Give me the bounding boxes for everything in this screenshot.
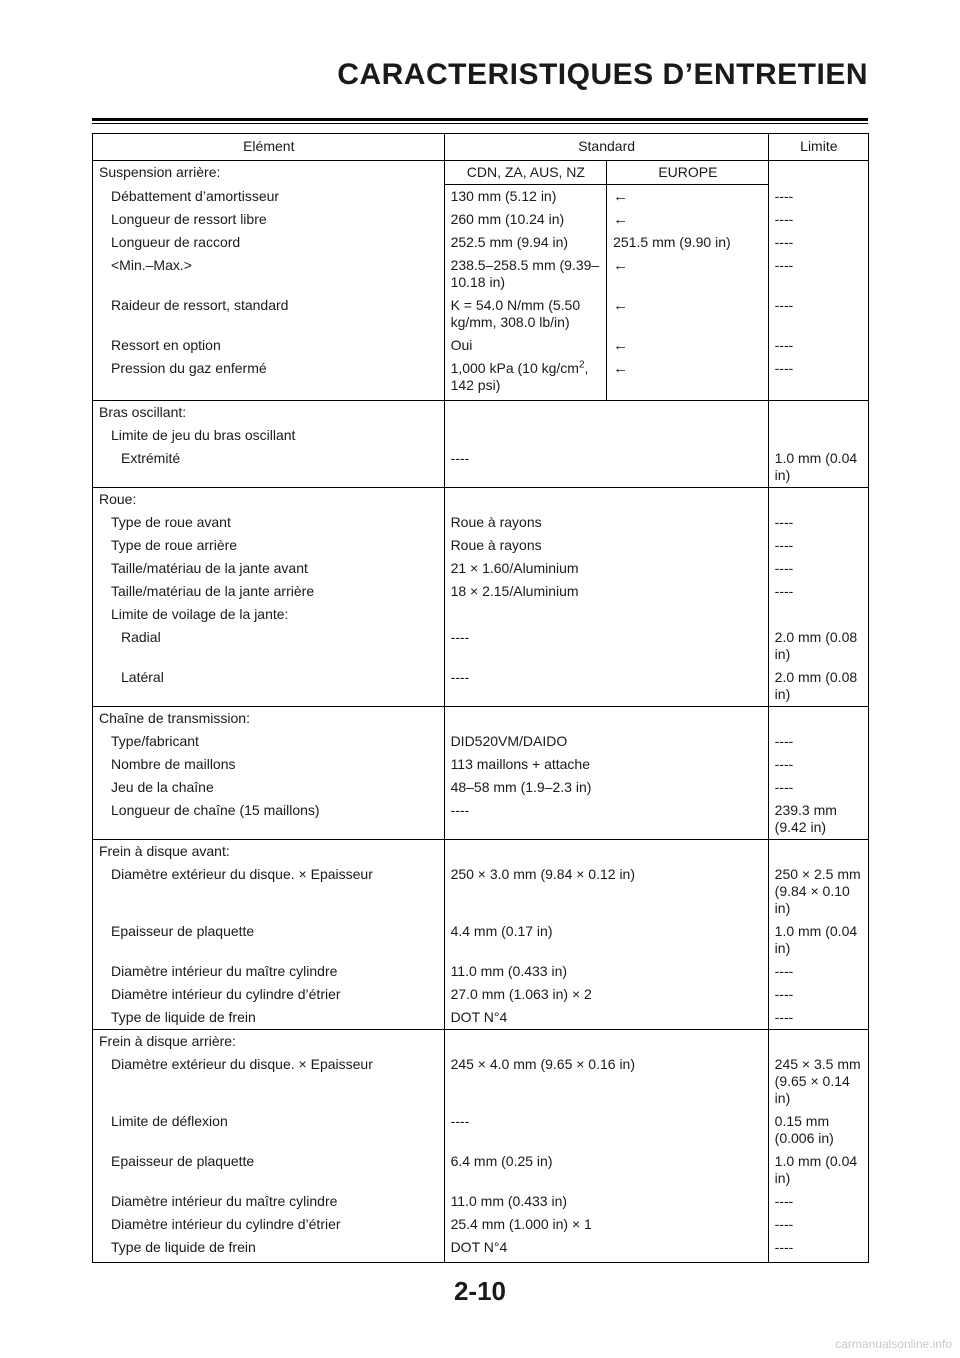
table-row: Diamètre extérieur du disque. × Epaisseur 250 × 3.0 mm (9.84 × 0.12 in) 250 × 2.5 mm (9.84 × 0.10 in) — [93, 863, 869, 920]
table-row: Extrémité ---- 1.0 mm (0.04 in) — [93, 447, 869, 488]
table-row: Radial ---- 2.0 mm (0.08 in) — [93, 626, 869, 666]
section-title: Chaîne de transmission: — [93, 707, 445, 731]
section-title: Frein à disque avant: — [93, 840, 445, 864]
watermark: carmanualsonline.info — [835, 1337, 952, 1351]
table-row: Raideur de ressort, standard K = 54.0 N/mm (5.50 kg/mm, 308.0 lb/in) ← ---- — [93, 294, 869, 334]
table-header-row — [93, 134, 869, 161]
table-row: Taille/matériau de la jante arrière 18 × 2.15/Aluminium ---- — [93, 580, 869, 603]
table-row: Type de roue arrière Roue à rayons ---- — [93, 534, 869, 557]
header-rule-thin — [92, 123, 868, 124]
gas-pressure-value: 1,000 kPa (10 $kg/cm^2$, 142 psi) — [444, 357, 607, 401]
table-row: Longueur de raccord 252.5 mm (9.94 in) 251.5 mm (9.90 in) ---- — [93, 231, 869, 254]
table-row: Epaisseur de plaquette 4.4 mm (0.17 in) 1.0 mm (0.04 in) — [93, 920, 869, 960]
table-row: Type de liquide de frein DOT N°4 ---- — [93, 1236, 869, 1263]
table-row: Ressort en option Oui ← ---- — [93, 334, 869, 357]
col-header-element: Elément — [93, 134, 445, 161]
header-rule — [92, 118, 868, 121]
sub-header-cdn: CDN, ZA, AUS, NZ — [444, 161, 607, 185]
table-row: Jeu de la chaîne 48–58 mm (1.9–2.3 in) ---- — [93, 776, 869, 799]
section-row-rear-suspension — [93, 161, 869, 185]
table-row: Epaisseur de plaquette 6.4 mm (0.25 in) 1.0 mm (0.04 in) — [93, 1150, 869, 1190]
same-value-arrow: ← — [607, 357, 769, 401]
col-header-limit: Limite — [768, 134, 868, 161]
section-row-wheel — [93, 488, 869, 512]
table-row: Longueur de chaîne (15 maillons) ---- 239.3 mm (9.42 in) — [93, 799, 869, 840]
table-row: Type de roue avant Roue à rayons ---- — [93, 511, 869, 534]
section-title: Roue: — [93, 488, 445, 512]
table-row: Limite de jeu du bras oscillant — [93, 424, 869, 447]
table-row: Diamètre intérieur du maître cylindre 11.0 mm (0.433 in) ---- — [93, 960, 869, 983]
table-row: Type de liquide de frein DOT N°4 ---- — [93, 1006, 869, 1030]
section-row-rear-brake — [93, 1030, 869, 1054]
table-row: Pression du gaz enfermé 1,000 kPa (10 $kg/cm^2$, 142 psi) ← ---- — [93, 357, 869, 401]
same-value-arrow: ← — [607, 208, 769, 231]
table-row: Diamètre intérieur du maître cylindre 11.0 mm (0.433 in) ---- — [93, 1190, 869, 1213]
table-row: Nombre de maillons 113 maillons + attache ---- — [93, 753, 869, 776]
section-row-swingarm — [93, 401, 869, 425]
table-row: Taille/matériau de la jante avant 21 × 1.60/Aluminium ---- — [93, 557, 869, 580]
same-value-arrow: ← — [607, 185, 769, 209]
page-title: CARACTERISTIQUES D’ENTRETIEN — [337, 58, 868, 91]
section-row-front-brake — [93, 840, 869, 864]
sub-header-europe: EUROPE — [607, 161, 769, 185]
table-row: Diamètre intérieur du cylindre d’étrier 25.4 mm (1.000 in) × 1 ---- — [93, 1213, 869, 1236]
same-value-arrow: ← — [607, 294, 769, 334]
section-title: Frein à disque arrière: — [93, 1030, 445, 1054]
spec-table — [92, 133, 869, 1263]
table-row: Limite de voilage de la jante: — [93, 603, 869, 626]
section-title: Bras oscillant: — [93, 401, 445, 425]
table-row: Diamètre extérieur du disque. × Epaisseur 245 × 4.0 mm (9.65 × 0.16 in) 245 × 3.5 mm (9.65 × 0.14 in) — [93, 1053, 869, 1110]
same-value-arrow: ← — [607, 254, 769, 294]
page-number: 2-10 — [453, 1276, 507, 1306]
table-row: <Min.–Max.> 238.5–258.5 mm (9.39–10.18 in) ← ---- — [93, 254, 869, 294]
table-row: Latéral ---- 2.0 mm (0.08 in) — [93, 666, 869, 707]
table-row: Type/fabricant DID520VM/DAIDO ---- — [93, 730, 869, 753]
same-value-arrow: ← — [607, 334, 769, 357]
table-row: Débattement d’amortisseur 130 mm (5.12 in) ← ---- — [93, 185, 869, 209]
table-row: Longueur de ressort libre 260 mm (10.24 in) ← ---- — [93, 208, 869, 231]
table-row: Limite de déflexion ---- 0.15 mm (0.006 in) — [93, 1110, 869, 1150]
section-title: Suspension arrière: — [99, 164, 221, 180]
section-row-chain — [93, 707, 869, 731]
col-header-standard: Standard — [444, 134, 768, 161]
table-row: Diamètre intérieur du cylindre d’étrier 27.0 mm (1.063 in) × 2 ---- — [93, 983, 869, 1006]
